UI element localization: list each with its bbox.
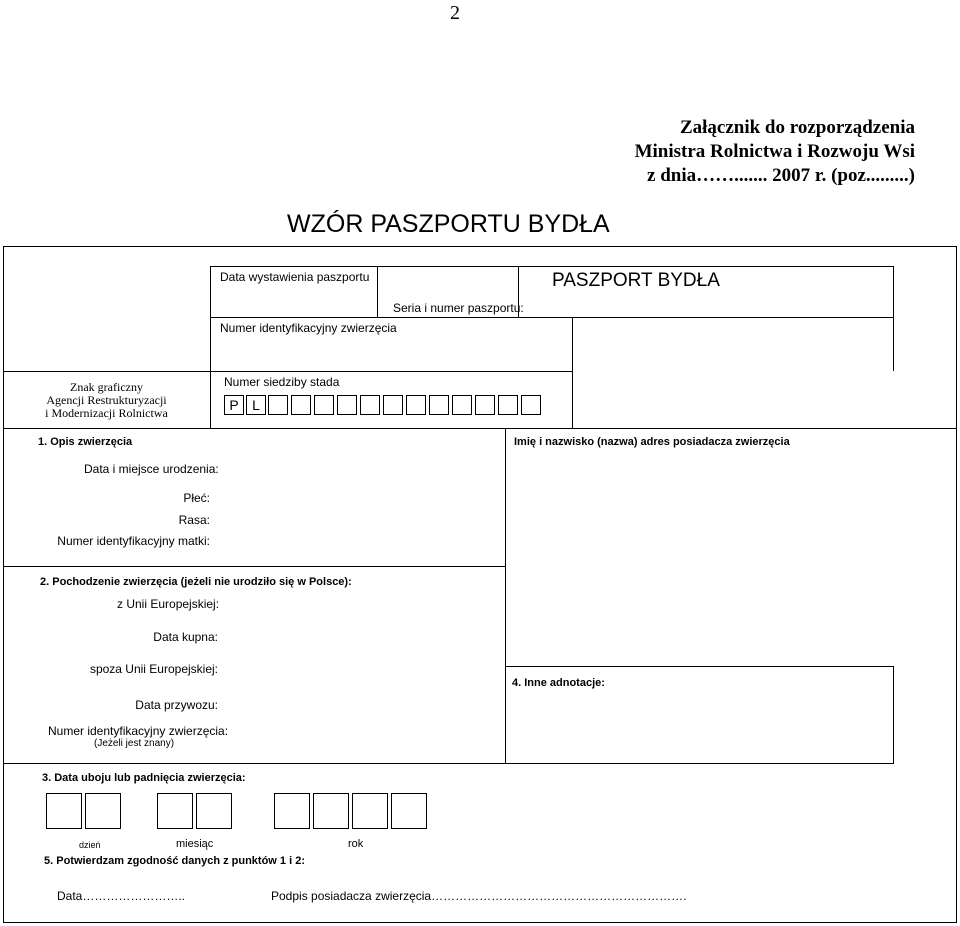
section2-animal-id-label: Numer identyfikacyjny zwierzęcia: [48, 724, 229, 738]
page-number: 2 [450, 2, 460, 24]
herd-cell[interactable] [360, 395, 380, 415]
annex-line-2: Ministra Rolnictwa i Rozwoju Wsi [634, 141, 915, 162]
month-digit-box[interactable] [196, 793, 232, 829]
header-split-line [572, 317, 573, 428]
herd-cell[interactable] [291, 395, 311, 415]
day-digit-box[interactable] [46, 793, 82, 829]
owner-column-line [505, 428, 506, 764]
breed-label: Rasa: [178, 513, 210, 527]
if-known-note: (Jeżeli jest znany) [94, 738, 175, 749]
year-digit-box[interactable] [391, 793, 427, 829]
header-row-line [210, 317, 894, 318]
mother-id-label: Numer identyfikacyjny matki: [57, 534, 210, 548]
month-digit-box[interactable] [157, 793, 193, 829]
header-left-line [210, 266, 211, 371]
day-label: dzień [79, 840, 101, 850]
birth-label: Data i miejsce urodzenia: [84, 462, 219, 476]
agency-logo-line-1: Znak graficzny [70, 380, 143, 394]
logo-top-line [3, 371, 573, 372]
date-signature-line: Data…………………….. [57, 889, 186, 903]
section5-title: 5. Potwierdzam zgodność danych z punktów 1 i 2: [44, 855, 305, 867]
section4-title: 4. Inne adnotacje: [512, 677, 605, 689]
header-right-line [893, 266, 894, 371]
section1-title: 1. Opis zwierzęcia [38, 436, 133, 448]
herd-cell[interactable] [429, 395, 449, 415]
logo-right-line [210, 371, 211, 428]
annex-line-1: Załącznik do rozporządzenia [679, 117, 915, 138]
agency-logo-line-2: Agencji Restrukturyzacji [46, 393, 167, 407]
herd-cell[interactable] [521, 395, 541, 415]
animal-id-label: Numer identyfikacyjny zwierzęcia [220, 321, 397, 335]
purchase-date-label: Data kupna: [153, 630, 218, 644]
annex-line-3: z dnia……....... 2007 r. (poz.........) [647, 165, 915, 186]
herd-cell-l: L [246, 395, 266, 415]
import-date-label: Data przywozu: [135, 698, 218, 712]
herd-cell[interactable] [452, 395, 472, 415]
month-label: miesiąc [176, 838, 214, 850]
herd-cell-p: P [224, 395, 244, 415]
series-label: Seria i numer paszportu: [393, 301, 524, 315]
section2-title: 2. Pochodzenie zwierzęcia (jeżeli nie urodziło się w Polsce): [40, 576, 352, 588]
year-digit-box[interactable] [313, 793, 349, 829]
herd-cell[interactable] [383, 395, 403, 415]
day-digit-box[interactable] [85, 793, 121, 829]
non-eu-origin-label: spoza Unii Europejskiej: [89, 662, 218, 676]
year-digit-box[interactable] [352, 793, 388, 829]
year-label: rok [348, 838, 364, 850]
header-bottom-line [3, 428, 957, 429]
form-title: WZÓR PASZPORTU BYDŁA [287, 210, 610, 238]
owner-label: Imię i nazwisko (nazwa) adres posiadacza zwierzęcia [514, 436, 790, 448]
herd-cell[interactable] [475, 395, 495, 415]
sex-label: Płeć: [183, 491, 210, 505]
section4-top-line [505, 666, 894, 667]
herd-cell[interactable] [314, 395, 334, 415]
section3-top-line [3, 763, 894, 764]
herd-cell[interactable] [406, 395, 426, 415]
passport-title: PASZPORT BYDŁA [552, 270, 720, 291]
herd-cell[interactable] [498, 395, 518, 415]
section3-title: 3. Data uboju lub padnięcia zwierzęcia: [42, 772, 246, 784]
herd-label: Numer siedziby stada [224, 375, 340, 389]
owner-signature-line: Podpis posiadacza zwierzęcia………………………………………………………. [271, 889, 687, 903]
agency-logo-line-3: i Modernizacji Rolnictwa [45, 406, 168, 420]
herd-cell[interactable] [337, 395, 357, 415]
issue-date-label: Data wystawienia paszportu [220, 270, 370, 284]
section2-top-line [3, 566, 506, 567]
year-digit-box[interactable] [274, 793, 310, 829]
eu-origin-label: z Unii Europejskiej: [117, 597, 220, 611]
header-mid-line [377, 266, 378, 317]
section4-right-line [893, 666, 894, 764]
herd-cell[interactable] [268, 395, 288, 415]
header-top-line [210, 266, 894, 267]
